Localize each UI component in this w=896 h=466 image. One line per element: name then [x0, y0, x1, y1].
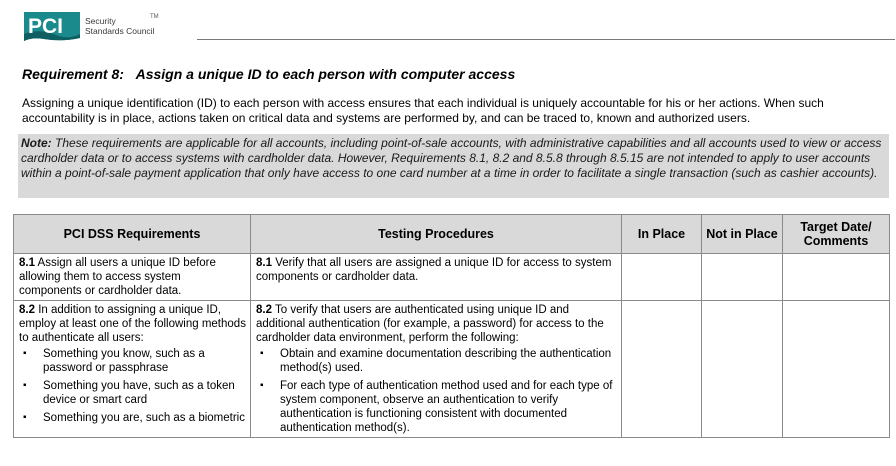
note-label: Note:	[21, 136, 52, 150]
list-item: ▪ Something you know, such as a password or passphrase	[19, 347, 246, 375]
requirement-cell	[14, 254, 251, 301]
col-header-not-in-place: Not in Place	[702, 215, 783, 254]
col-header-requirements: PCI DSS Requirements	[14, 215, 251, 254]
note-text: These requirements are applicable for all accounts, including point-of-sale accounts, with administrative capabilities and all accounts used to view or access cardholder data or to access systems with cardholder data. However, Requirements 8.1, 8.2 and 8.5.8 through 8.5.15 are not intended to apply to user accounts within a point-of-sale payment application that only have access to one card number at a time in order to facilitate a single transaction (such as cashier accounts).	[21, 136, 882, 180]
list-item: ▪ Something you have, such as a token device or smart card	[19, 379, 246, 407]
trademark: TM	[150, 14, 159, 20]
pci-ssc-logo	[22, 8, 192, 44]
requirement-id: 8.2	[19, 304, 35, 316]
table-row	[14, 254, 890, 301]
col-header-target-date: Target Date/ Comments	[783, 215, 890, 254]
testing-cell	[251, 254, 622, 301]
org-name	[85, 16, 154, 36]
list-item: ▪ Something you are, such as a biometric	[19, 411, 246, 425]
not-in-place-cell[interactable]	[702, 254, 783, 301]
testing-id: 8.2	[256, 304, 272, 316]
requirement-bullets	[19, 347, 246, 425]
table-row	[14, 301, 890, 438]
requirement-id: 8.1	[19, 257, 35, 269]
table-header-row	[14, 215, 890, 254]
in-place-cell[interactable]	[622, 301, 702, 438]
list-item: ▪ For each type of authentication method used and for each type of system component, observe an authentication to verify authentication is functioning consistent with documented authentication method(s).	[256, 379, 617, 435]
col-header-in-place: In Place	[622, 215, 702, 254]
list-item: ▪ Obtain and examine documentation describing the authentication method(s) used.	[256, 347, 617, 375]
testing-text: To verify that users are authenticated using unique ID and additional authentication (for example, a password) for access to the cardholder data environment, perform the following:	[256, 304, 604, 344]
requirements-table	[13, 214, 890, 438]
in-place-cell[interactable]	[622, 254, 702, 301]
testing-cell	[251, 301, 622, 438]
requirement-title: Requirement 8: Assign a unique ID to each person with computer access	[22, 66, 516, 82]
requirement-text: Assign all users a unique ID before allowing them to access system components or cardholder data.	[19, 257, 216, 297]
pci-logo-icon	[22, 8, 84, 44]
testing-id: 8.1	[256, 257, 272, 269]
header-divider	[197, 39, 895, 40]
svg-text:PCI: PCI	[28, 15, 64, 38]
requirement-note	[18, 134, 889, 198]
not-in-place-cell[interactable]	[702, 301, 783, 438]
requirement-cell	[14, 301, 251, 438]
org-line-1: Security	[85, 16, 116, 26]
page-header	[22, 2, 896, 50]
org-line-2: Standards Council	[85, 26, 155, 36]
testing-bullets	[256, 347, 617, 435]
testing-text: Verify that all users are assigned a unique ID for access to system components or cardholder data.	[256, 257, 612, 283]
target-date-cell[interactable]	[783, 301, 890, 438]
requirement-text: In addition to assigning a unique ID, employ at least one of the following methods to authenticate all users:	[19, 304, 246, 344]
col-header-testing: Testing Procedures	[251, 215, 622, 254]
requirement-intro: Assigning a unique identification (ID) to each person with access ensures that each individual is uniquely accountable for his or her actions. When such accountability is in place, actions taken on critical data and systems are performed by, and can be traced to, known and authorized users.	[22, 96, 824, 125]
target-date-cell[interactable]	[783, 254, 890, 301]
